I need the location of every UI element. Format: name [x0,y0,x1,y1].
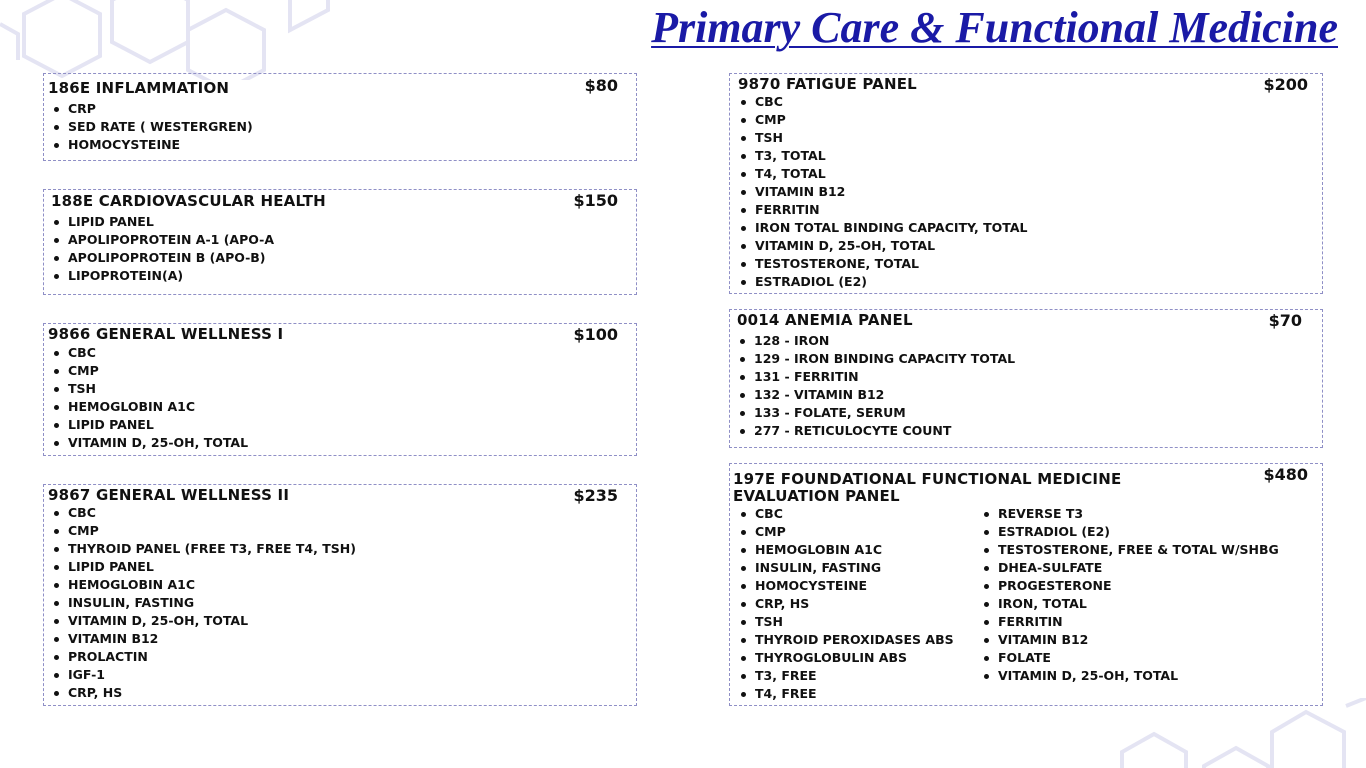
test-item: CBC [735,93,1027,111]
test-item: T4, TOTAL [735,165,1027,183]
hexagon-decoration-top-left [0,0,340,80]
panel-name: 9867 GENERAL WELLNESS II [48,486,290,504]
test-item: T3, TOTAL [735,147,1027,165]
test-item: HEMOGLOBIN A1C [48,576,356,594]
test-item: VITAMIN B12 [735,183,1027,201]
panel-price: $480 [1263,465,1308,484]
test-item: CRP [48,100,253,118]
test-item: PROGESTERONE [978,577,1279,595]
test-list [48,100,253,154]
test-item: CMP [48,362,248,380]
test-item: SED RATE ( WESTERGREN) [48,118,253,136]
panel-anemia [729,309,1323,448]
panel-inflammation [43,73,637,161]
panel-name-line2: EVALUATION PANEL [733,487,900,505]
test-item: DHEA-SULFATE [978,559,1279,577]
test-item: INSULIN, FASTING [735,559,954,577]
panel-name [733,471,1121,505]
test-item: 128 - IRON [734,332,1015,350]
test-item: VITAMIN D, 25-OH, TOTAL [735,237,1027,255]
test-item: PROLACTIN [48,648,356,666]
test-item: VITAMIN D, 25-OH, TOTAL [48,434,248,452]
test-item: THYROGLOBULIN ABS [735,649,954,667]
test-item: TSH [735,613,954,631]
panel-general-wellness-2 [43,484,637,706]
test-item: TSH [48,380,248,398]
panel-name: 0014 ANEMIA PANEL [737,311,913,329]
test-item: LIPID PANEL [48,416,248,434]
test-list [735,93,1027,291]
test-item: THYROID PANEL (FREE T3, FREE T4, TSH) [48,540,356,558]
test-list-left [735,505,954,703]
panel-price: $100 [573,325,618,344]
panel-price: $150 [573,191,618,210]
test-item: HEMOGLOBIN A1C [48,398,248,416]
test-item: 277 - RETICULOCYTE COUNT [734,422,1015,440]
panel-name: 9866 GENERAL WELLNESS I [48,325,284,343]
test-item: TESTOSTERONE, FREE & TOTAL W/SHBG [978,541,1279,559]
test-item: CRP, HS [735,595,954,613]
test-item: 132 - VITAMIN B12 [734,386,1015,404]
test-item: T3, FREE [735,667,954,685]
panel-cardiovascular [43,189,637,295]
test-item: TESTOSTERONE, TOTAL [735,255,1027,273]
hexagon-decoration-bottom-right [1096,698,1366,768]
test-item: CMP [735,111,1027,129]
test-item: APOLIPOPROTEIN B (APO-B) [48,249,274,267]
test-item: ESTRADIOL (E2) [978,523,1279,541]
test-list [48,504,356,702]
test-item: APOLIPOPROTEIN A-1 (APO-A [48,231,274,249]
panel-general-wellness-1 [43,323,637,456]
test-list-right [978,505,1279,685]
test-item: CBC [735,505,954,523]
test-item: 133 - FOLATE, SERUM [734,404,1015,422]
test-item: VITAMIN B12 [48,630,356,648]
panel-name-line1: 197E FOUNDATIONAL FUNCTIONAL MEDICINE [733,470,1122,488]
test-item: VITAMIN B12 [978,631,1279,649]
test-item: FOLATE [978,649,1279,667]
test-item: TSH [735,129,1027,147]
test-item: IRON TOTAL BINDING CAPACITY, TOTAL [735,219,1027,237]
test-item: THYROID PEROXIDASES ABS [735,631,954,649]
test-item: ESTRADIOL (E2) [735,273,1027,291]
panel-name: 188E CARDIOVASCULAR HEALTH [51,192,326,210]
test-item: CBC [48,504,356,522]
test-item: HOMOCYSTEINE [735,577,954,595]
test-item: CMP [48,522,356,540]
test-item: REVERSE T3 [978,505,1279,523]
panel-price: $70 [1268,311,1302,330]
test-item: 131 - FERRITIN [734,368,1015,386]
panel-name: 186E INFLAMMATION [48,79,230,97]
test-item: FERRITIN [978,613,1279,631]
test-item: FERRITIN [735,201,1027,219]
test-list [48,344,248,452]
panel-fatigue [729,73,1323,294]
test-item: HEMOGLOBIN A1C [735,541,954,559]
test-item: 129 - IRON BINDING CAPACITY TOTAL [734,350,1015,368]
page-title: Primary Care & Functional Medicine [651,3,1338,52]
test-item: IGF-1 [48,666,356,684]
test-item: VITAMIN D, 25-OH, TOTAL [48,612,356,630]
test-item: LIPID PANEL [48,558,356,576]
panel-price: $80 [584,76,618,95]
test-list [734,332,1015,440]
test-item: CRP, HS [48,684,356,702]
panel-price: $200 [1263,75,1308,94]
test-item: HOMOCYSTEINE [48,136,253,154]
test-item: CBC [48,344,248,362]
panel-foundational-functional-medicine [729,463,1323,706]
test-item: LIPID PANEL [48,213,274,231]
panel-price: $235 [573,486,618,505]
test-item: VITAMIN D, 25-OH, TOTAL [978,667,1279,685]
test-item: CMP [735,523,954,541]
panel-name: 9870 FATIGUE PANEL [738,75,917,93]
test-item: T4, FREE [735,685,954,703]
test-list [48,213,274,285]
test-item: INSULIN, FASTING [48,594,356,612]
test-item: IRON, TOTAL [978,595,1279,613]
test-item: LIPOPROTEIN(A) [48,267,274,285]
